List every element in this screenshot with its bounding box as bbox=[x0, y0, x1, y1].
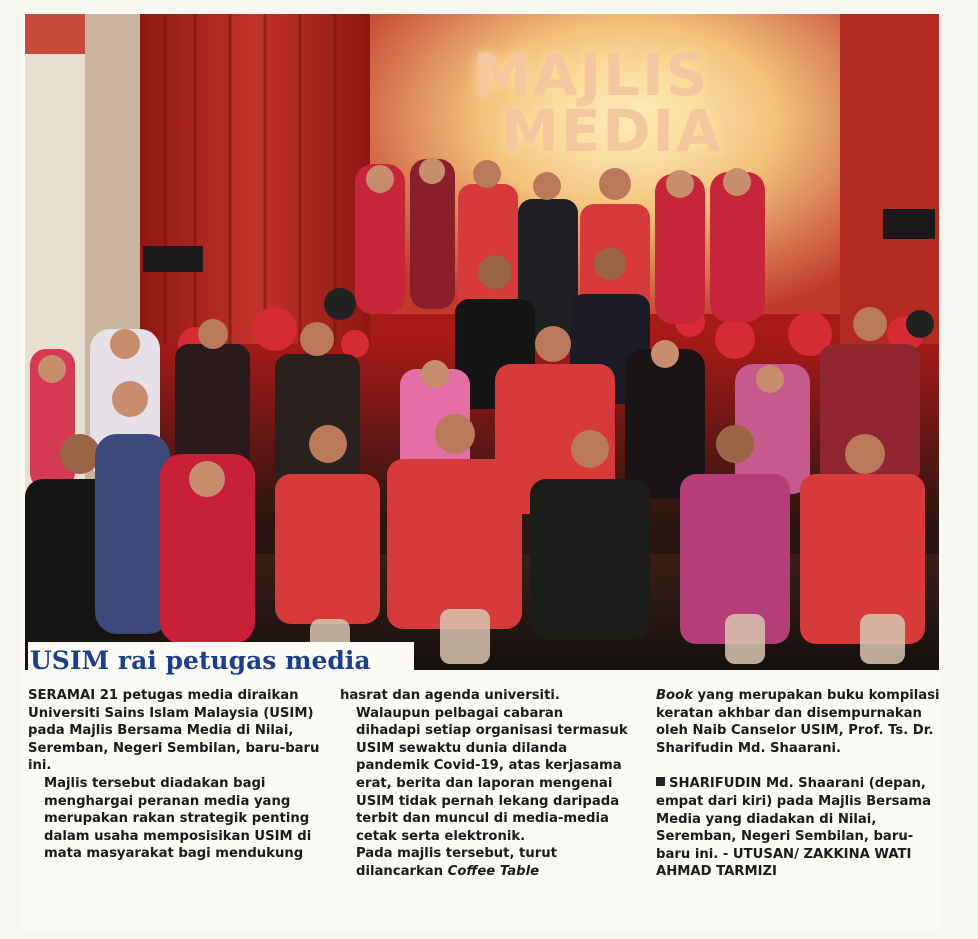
article-body bbox=[28, 687, 938, 927]
paragraph-4-text: Pada majlis tersebut, turut dilancarkan bbox=[356, 846, 557, 879]
paragraph-continued: hasrat dan agenda universiti. bbox=[340, 688, 560, 703]
photo-caption bbox=[656, 775, 946, 881]
article-column-2 bbox=[340, 687, 632, 881]
banner-text-line1: MAJLIS bbox=[473, 41, 710, 109]
group-photo bbox=[25, 14, 939, 670]
paragraph-4 bbox=[340, 845, 632, 880]
newspaper-clipping bbox=[22, 12, 942, 930]
paragraph-5 bbox=[656, 687, 946, 757]
stage-backdrop-banner bbox=[25, 14, 939, 670]
paragraph-1: SERAMAI 21 petugas media diraikan Universiti Sains Islam Malaysia (USIM) pada Majlis Bersama Media di Nilai, Seremban, Negeri Sembilan, baru-baru ini. bbox=[28, 688, 320, 774]
caption-bullet-icon bbox=[656, 777, 665, 786]
paragraph-3: Walaupun pelbagai cabaran dihadapi setiap organisasi termasuk USIM sewaktu dunia dilanda pandemik Covid-19, atas kerjasama erat, berita dan laporan mengenai USIM tidak pernah lekang daripada terbit dan muncul di media-media cetak serta elektronik. bbox=[356, 705, 628, 844]
coffee-table-italic: Coffee Table bbox=[447, 863, 540, 879]
paragraph-5-text: yang merupakan buku kompilasi keratan akhbar dan disempurnakan oleh Naib Canselor USIM, Prof. Ts. Dr. Sharifudin Md. Shaarani. bbox=[656, 688, 940, 756]
article-column-3 bbox=[656, 687, 946, 881]
book-italic: Book bbox=[656, 688, 693, 703]
banner-text-line2: MEDIA bbox=[501, 97, 723, 165]
caption-text: SHARIFUDIN Md. Shaarani (depan, empat dari kiri) pada Majlis Bersama Media yang diadakan di Nilai, Seremban, Negeri Sembilan, baru-baru ini. - UTUSAN/ ZAKKINA WATI AHMAD TARMIZI bbox=[656, 776, 931, 880]
paragraph-2: Majlis tersebut diadakan bagi menghargai peranan media yang merupakan rakan strategik penting dalam usaha memposisikan USIM di mata masyarakat bagi mendukung bbox=[44, 775, 312, 862]
article-column-1 bbox=[28, 687, 320, 863]
headline: USIM rai petugas media bbox=[28, 642, 414, 680]
